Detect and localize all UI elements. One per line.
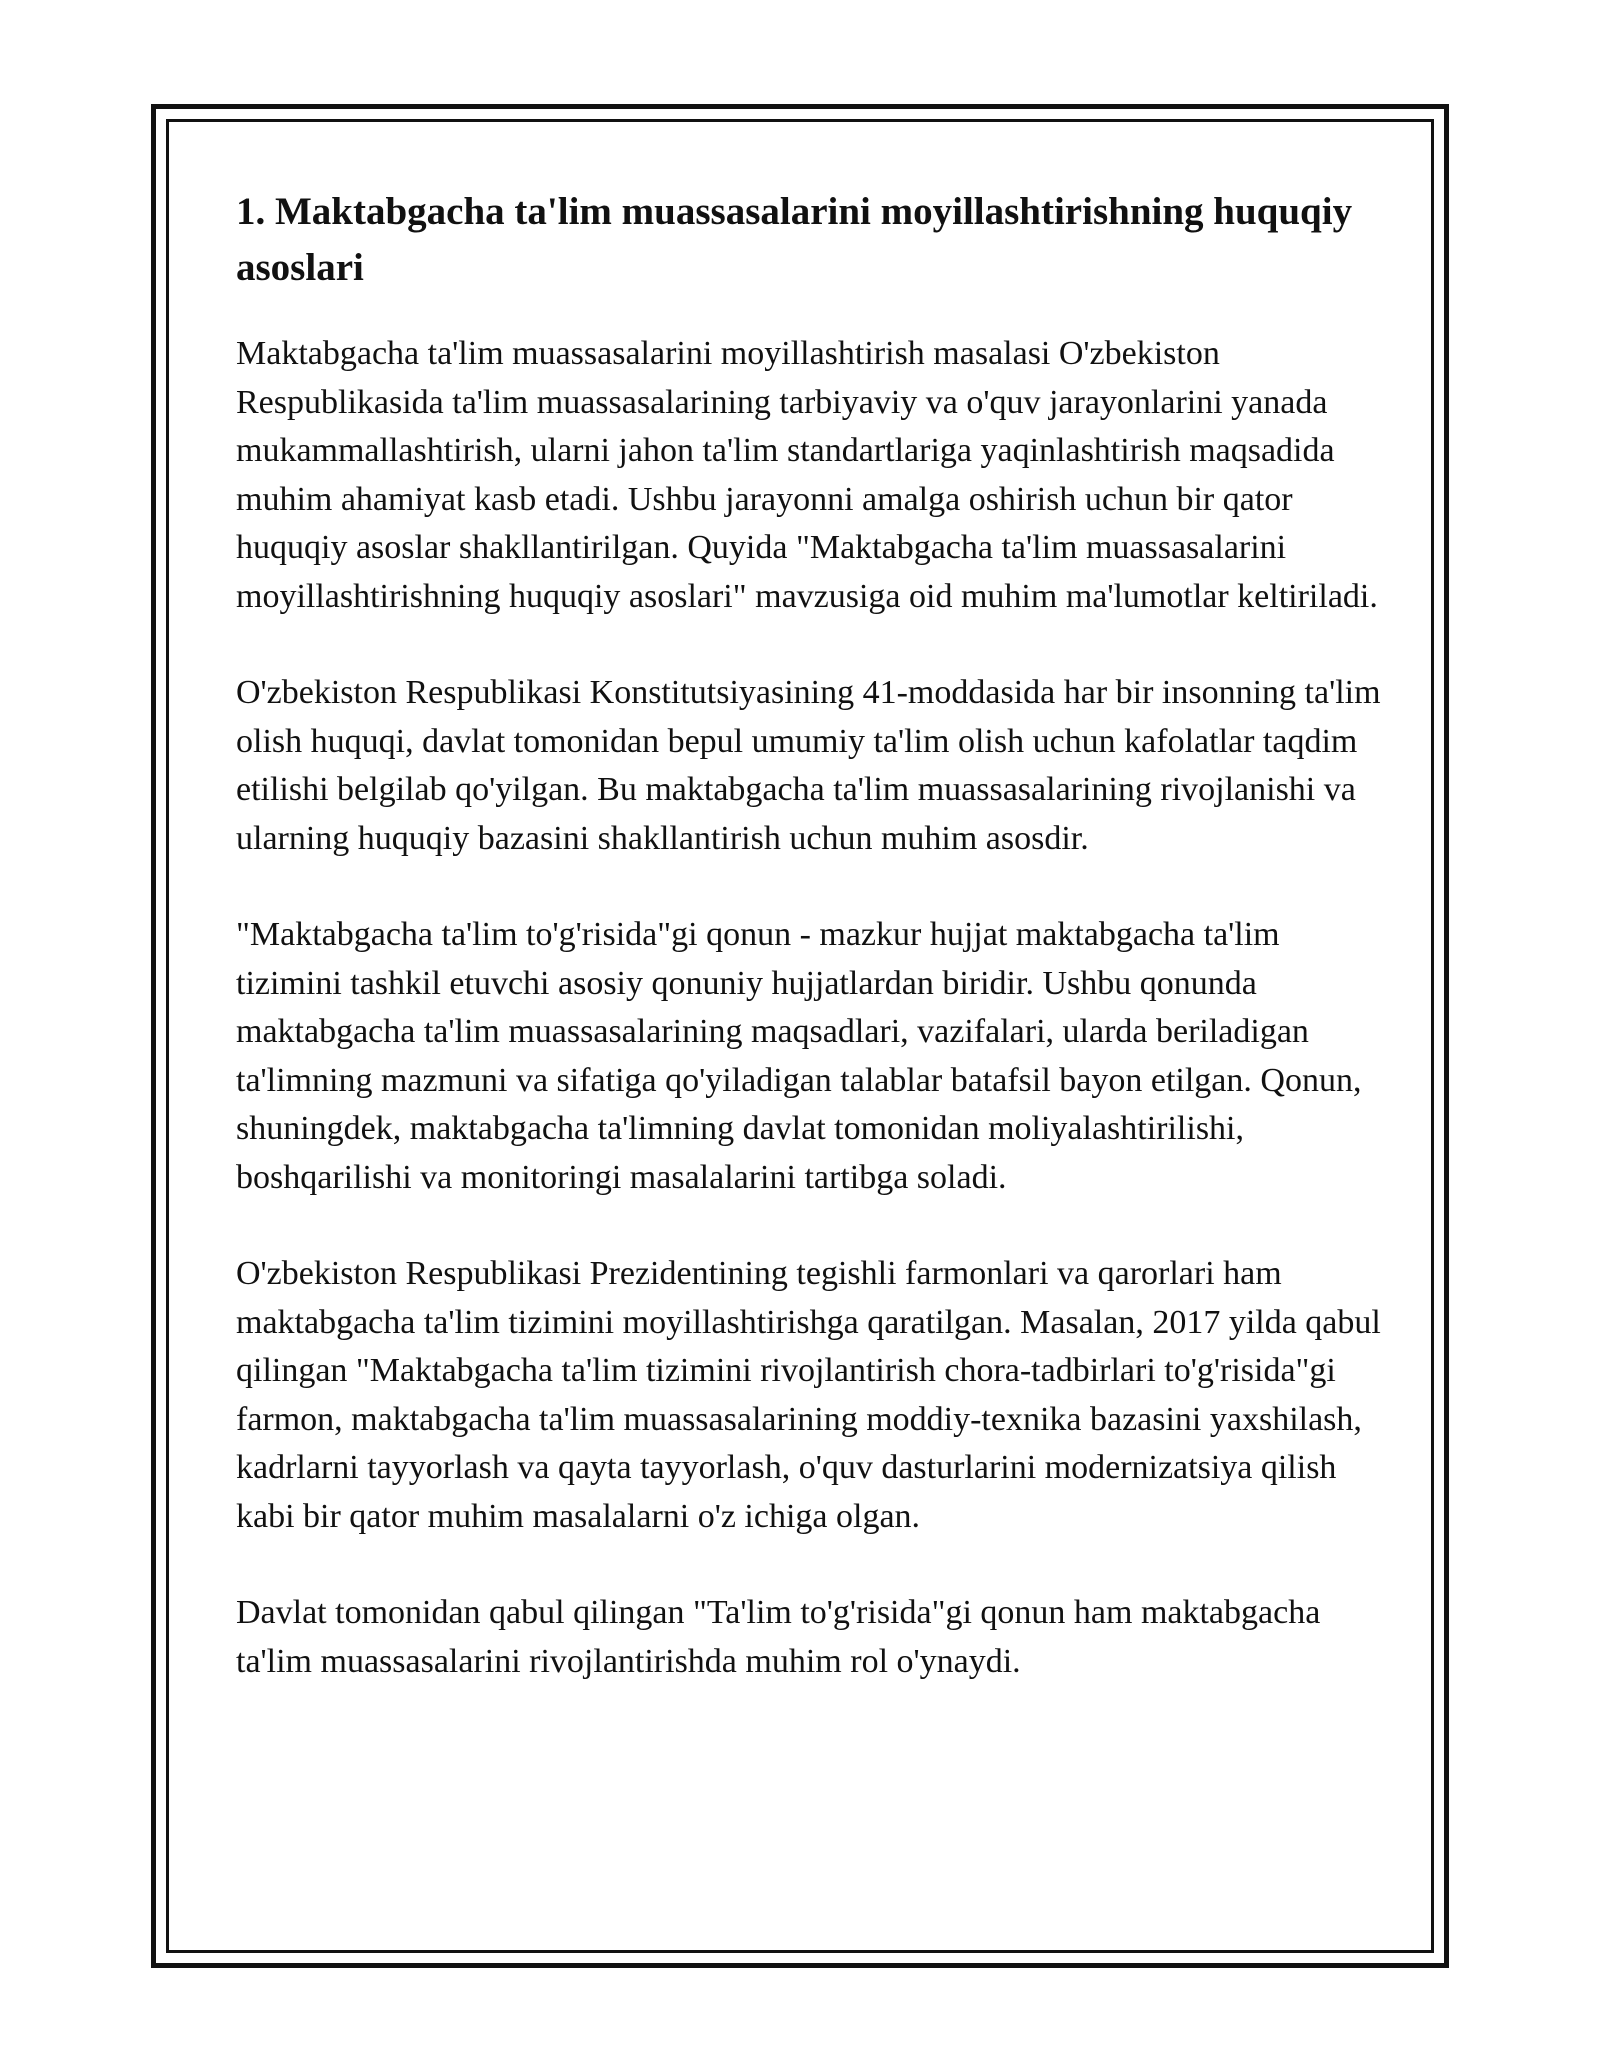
paragraph-education-law: Davlat tomonidan qabul qilingan "Ta'lim to'g'risida"gi qonun ham maktabgacha ta'lim muassasalarini rivojlantirishda muhim rol o'ynaydi.: [236, 1594, 1321, 1680]
paragraph-constitution: O'zbekiston Respublikasi Konstitutsiyasining 41-moddasida har bir insonning ta'lim olish huquqi, davlat tomonidan bepul umumiy ta'lim olish uchun kafolatlar taqdim etilishi belgilab qo'yilgan. Bu maktabgacha ta'lim muassasalarining rivojlanishi va ularning huquqiy bazasini shakllantirish uchun muhim asosdir.: [236, 674, 1381, 857]
paragraph-intro: Maktabgacha ta'lim muassasalarini moyillashtirish masalasi O'zbekiston Respublikasida ta'lim muassasalarining tarbiyaviy va o'quv jarayonlarini yanada mukammallashtirish, ularni jahon ta'lim standartlariga yaqinlashtirish maqsadida muhim ahamiyat kasb etadi. Ushbu jarayonni amalga oshirish uchun bir qator huquqiy asoslar shakllantirilgan. Quyida "Maktabgacha ta'lim muassasalarini moyillashtirishning huquqiy asoslari" mavzusiga oid muhim ma'lumotlar keltiriladi.: [236, 335, 1378, 615]
paragraph-preschool-law: "Maktabgacha ta'lim to'g'risida"gi qonun - mazkur hujjat maktabgacha ta'lim tizimini tashkil etuvchi asosiy qonuniy hujjatlardan biridir. Ushbu qonunda maktabgacha ta'lim muassasalarining maqsadlari, vazifalari, ularda beriladigan ta'limning mazmuni va sifatiga qo'yiladigan talablar batafsil bayon etilgan. Qonun, shuningdek, maktabgacha ta'limning davlat tomonidan moliyalashtirilishi, boshqarilishi va monitoringi masalalarini tartibga soladi.: [236, 916, 1362, 1196]
paragraph-presidential-decrees: O'zbekiston Respublikasi Prezidentining tegishli farmonlari va qarorlari ham maktabgacha ta'lim tizimini moyillashtirishga qaratilgan. Masalan, 2017 yilda qabul qilingan "Maktabgacha ta'lim tizimini rivojlantirish chora-tadbirlari to'g'risida"gi farmon, maktabgacha ta'lim muassasalarining moddiy-texnika bazasini yaxshilash, kadrlarni tayyorlash va qayta tayyorlash, o'quv dasturlarini modernizatsiya qilish kabi bir qator muhim masalalarni o'z ichiga olgan.: [236, 1255, 1381, 1535]
document-body: [236, 184, 1386, 1686]
section-heading: 1. Maktabgacha ta'lim muassasalarini moyillashtirishning huquqiy asoslari: [236, 190, 1353, 289]
